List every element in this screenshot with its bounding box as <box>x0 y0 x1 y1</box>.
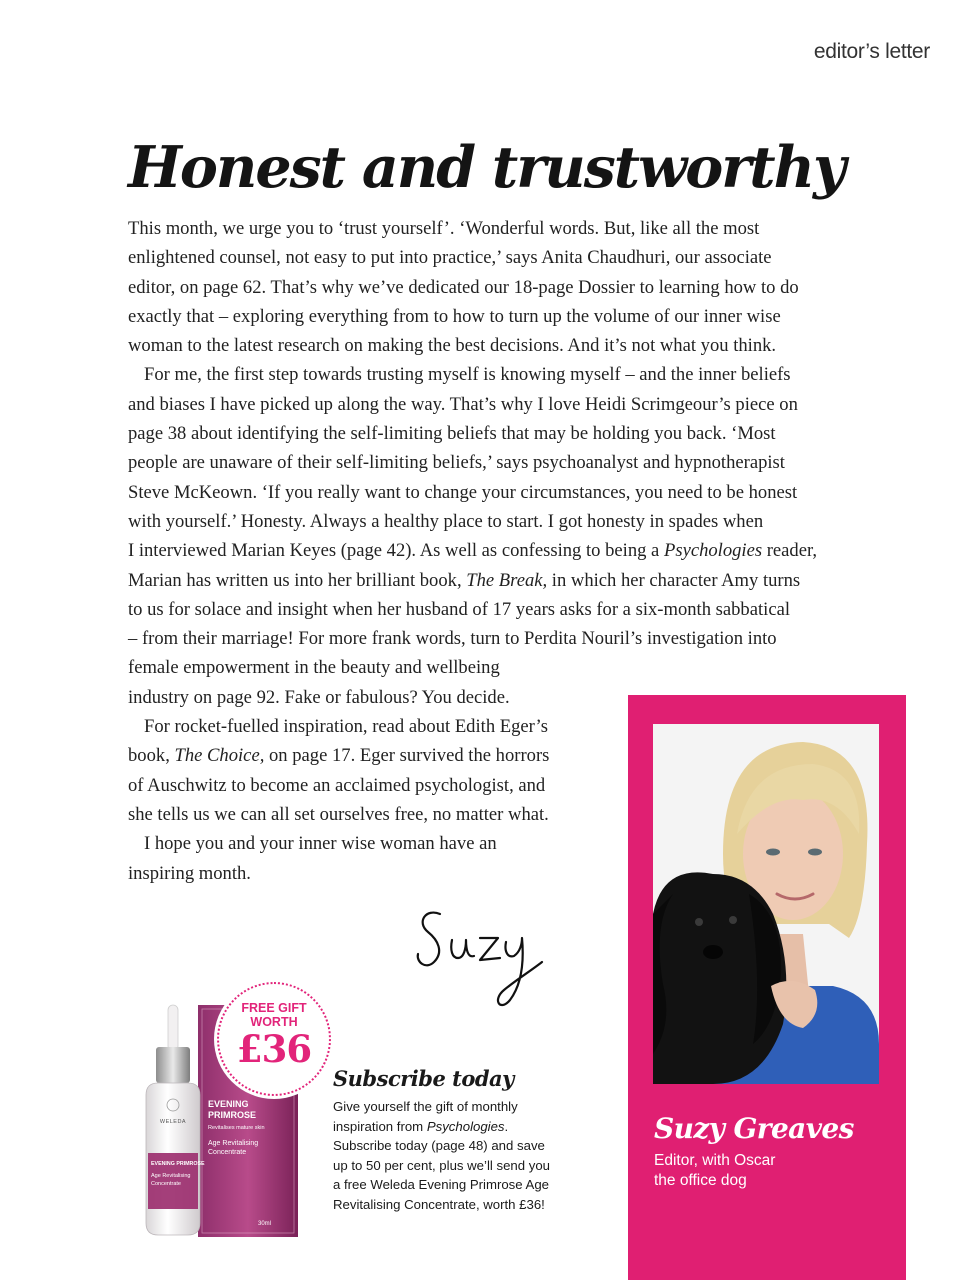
box-label-5: Concentrate <box>208 1149 247 1156</box>
text-line: Give yourself the gift of monthly <box>333 1099 518 1114</box>
section-label: editor’s letter <box>813 40 930 63</box>
subscribe-title: Subscribe today <box>333 1066 514 1091</box>
text-line: she tells us we can all set ourselves free, no matter what. <box>128 803 549 825</box>
box-label-3: Revitalises mature skin <box>208 1125 265 1131</box>
free-gift-badge <box>217 982 331 1096</box>
bottle-cap <box>156 1047 190 1083</box>
book-title: The Break, <box>466 569 548 591</box>
badge-line-1: FREE GIFT <box>241 1001 307 1015</box>
text-line: up to 50 per cent, plus we’ll send you <box>333 1157 550 1173</box>
box-label-1: EVENING <box>208 1099 249 1109</box>
paragraph-2 <box>128 360 848 712</box>
box-label-2: PRIMROSE <box>208 1110 257 1120</box>
text-line: This month, we urge you to ‘trust yourself’. ‘Wonderful words. But, like all the most <box>128 218 760 239</box>
text-line: inspiring month. <box>128 862 251 884</box>
text-line: industry on page 92. Fake or fabulous? You decide. <box>128 686 510 708</box>
text-line: book, The Choice, on page 17. Eger survived the horrors <box>128 745 550 767</box>
book-title: The Choice, <box>174 745 265 767</box>
caption-line: the office dog <box>654 1172 747 1189</box>
badge-price: £36 <box>236 1027 312 1071</box>
article-title: Honest and trustworthy <box>128 134 845 201</box>
text-line: For me, the first step towards trusting myself is knowing myself – and the inner beliefs <box>144 364 791 386</box>
text-line: Marian has written us into her brilliant book, The Break, in which her character Amy turns <box>128 569 801 591</box>
bottle-label-3: Concentrate <box>151 1181 181 1187</box>
magazine-title: Psychologies <box>426 1118 505 1134</box>
text-line: people are unaware of their self-limiting beliefs,’ says psychoanalyst and hypnotherapist <box>128 452 785 474</box>
magazine-title: Psychologies <box>663 540 763 562</box>
caption-line: Editor, with Oscar <box>654 1152 776 1169</box>
badge-line-2: WORTH <box>250 1015 298 1029</box>
text-line: of Auschwitz to become an acclaimed psychologist, and <box>128 774 546 796</box>
text-line: I interviewed Marian Keyes (page 42). As well as confessing to being a Psychologies reader, <box>128 540 818 562</box>
text-line: Subscribe today (page 48) and save <box>333 1138 545 1153</box>
text-line: For rocket-fuelled inspiration, read about Edith Eger’s <box>144 716 548 738</box>
text-line: and biases I have picked up along the way. That’s why I love Heidi Scrimgeour’s piece on <box>128 393 798 415</box>
editor-signature <box>408 900 558 1020</box>
bottle-brand: WELEDA <box>159 1119 187 1125</box>
text-line: editor, on page 62. That’s why we’ve dedicated our 18-page Dossier to learning how to do <box>128 276 799 298</box>
text-line: woman to the latest research on making the best decisions. And it’s not what you think. <box>128 335 777 357</box>
text-line: I hope you and your inner wise woman have an <box>144 833 497 855</box>
text-line: a free Weleda Evening Primrose Age <box>333 1177 550 1192</box>
text-line: with yourself.’ Honesty. Always a healthy place to start. I got honesty in spades when <box>128 510 764 532</box>
text-line: inspiration from Psychologies. <box>333 1118 509 1134</box>
text-line: page 38 about identifying the self-limiting beliefs that may be holding you back. ‘Most <box>128 423 776 445</box>
text-line: enlightened counsel, not easy to put into practice,’ says Anita Chaudhuri, our associate <box>128 247 772 269</box>
text-line: Revitalising Concentrate, worth £36! <box>333 1196 545 1212</box>
box-label-4: Age Revitalising <box>208 1140 259 1147</box>
editor-name: Suzy Greaves <box>654 1112 854 1145</box>
text-line: female empowerment in the beauty and wellbeing <box>128 657 500 679</box>
editor-portrait-illustration <box>653 724 879 1084</box>
editor-photo <box>653 724 879 1084</box>
paragraph-1 <box>128 214 848 360</box>
text-line: Steve McKeown. ‘If you really want to change your circumstances, you need to be honest <box>128 481 798 503</box>
subscribe-text <box>333 1097 593 1214</box>
editor-caption <box>654 1151 874 1191</box>
text-line: to us for solace and insight when her husband of 17 years asks for a six-month sabbatical <box>128 598 790 620</box>
dropper-bulb <box>168 1005 178 1051</box>
text-line: – from their marriage! For more frank words, turn to Perdita Nouril’s investigation into <box>128 628 777 650</box>
text-line: exactly that – exploring everything from to how to turn up the volume of our inner wise <box>128 305 781 327</box>
bottle-label-2: Age Revitalising <box>151 1173 191 1179</box>
bottle-label-1: EVENING PRIMROSE <box>151 1161 205 1167</box>
box-volume: 30ml <box>258 1221 272 1227</box>
